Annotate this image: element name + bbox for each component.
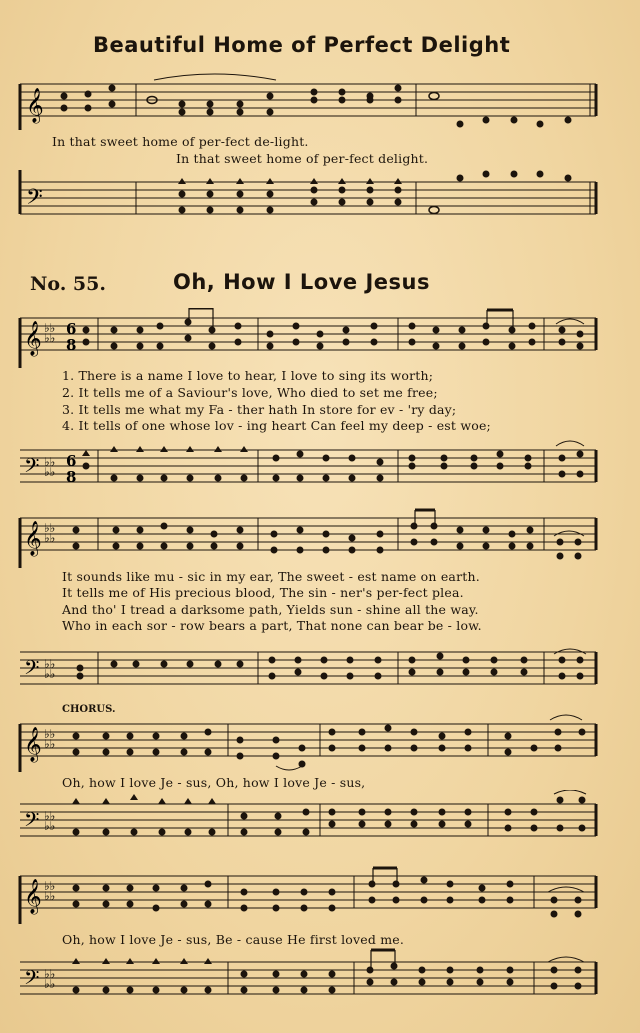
svg-text:8: 8 [66, 336, 77, 354]
top-hymn-title: Beautiful Home of Perfect Delight [93, 33, 511, 57]
svg-text:♭♭: ♭♭ [44, 331, 56, 345]
chorus-1-treble-staff [14, 712, 604, 772]
verse-1-line-2: It sounds like mu - sic in my ear, The sweet - est name on earth. [62, 569, 480, 584]
svg-text:𝄞: 𝄞 [26, 88, 44, 123]
svg-text:♭♭: ♭♭ [44, 321, 56, 335]
chorus-label: CHORUS. [62, 704, 116, 715]
svg-text:♭♭: ♭♭ [44, 879, 56, 893]
svg-text:♭♭: ♭♭ [44, 667, 56, 681]
svg-text:♭♭: ♭♭ [44, 521, 56, 535]
verse-4-line-1: 4. It tells of one whose lov - ing heart Can feel my deep - est woe; [62, 418, 491, 433]
svg-text:♭♭: ♭♭ [44, 531, 56, 545]
verse-3-line-2: And tho' I tread a darksome path, Yields sun - shine all the way. [62, 602, 479, 617]
svg-text:𝄢: 𝄢 [24, 808, 40, 836]
svg-text:𝄢: 𝄢 [26, 185, 43, 215]
svg-text:𝄞: 𝄞 [24, 521, 42, 556]
verse-2-line-1: 2. It tells me of a Saviour's love, Who died to set me free; [62, 385, 438, 400]
svg-text:♭♭: ♭♭ [44, 889, 56, 903]
svg-text:𝄢: 𝄢 [24, 454, 40, 482]
svg-text:8: 8 [66, 468, 77, 486]
svg-text:♭♭: ♭♭ [44, 455, 56, 469]
chorus-2-treble-staff [14, 864, 604, 924]
system-1-treble-staff [14, 308, 604, 368]
top-lyric-line-1: In that sweet home of per-fect de-light. [52, 134, 309, 149]
svg-text:♭♭: ♭♭ [44, 819, 56, 833]
hymn-title: Oh, How I Love Jesus [173, 270, 430, 294]
verse-1-line-1: 1. There is a name I love to hear, I love to sing its worth; [62, 368, 434, 383]
svg-text:𝄢: 𝄢 [24, 966, 40, 994]
svg-text:6: 6 [66, 452, 77, 470]
svg-text:𝄞: 𝄞 [24, 321, 42, 356]
top-bass-staff [14, 170, 604, 230]
chorus-1-bass-staff [14, 790, 604, 850]
hymn-number: No. 55. [30, 273, 106, 295]
verse-3-line-1: 3. It tells me what my Fa - ther hath In store for ev - 'ry day; [62, 402, 457, 417]
chorus-line-2: Oh, how I love Je - sus, Be - cause He first loved me. [62, 932, 405, 947]
system-2-treble-staff [14, 508, 604, 568]
chorus-2-bass-staff [14, 948, 604, 1008]
svg-text:♭♭: ♭♭ [44, 727, 56, 741]
svg-text:♭♭: ♭♭ [44, 465, 56, 479]
top-treble-staff [14, 70, 604, 130]
svg-text:𝄞: 𝄞 [24, 727, 42, 762]
svg-text:♭♭: ♭♭ [44, 809, 56, 823]
svg-text:6: 6 [66, 320, 77, 338]
system-2-bass-staff [14, 638, 604, 698]
svg-text:𝄢: 𝄢 [24, 656, 40, 684]
chorus-line-1: Oh, how I love Je - sus, Oh, how I love Je - sus, [62, 775, 366, 790]
svg-text:𝄞: 𝄞 [24, 879, 42, 914]
top-lyric-line-2: In that sweet home of per-fect delight. [176, 151, 429, 166]
svg-text:♭♭: ♭♭ [44, 967, 56, 981]
verse-2-line-2: It tells me of His precious blood, The sin - ner's per-fect plea. [62, 585, 464, 600]
svg-text:♭♭: ♭♭ [44, 737, 56, 751]
svg-text:♭♭: ♭♭ [44, 977, 56, 991]
svg-text:♭♭: ♭♭ [44, 657, 56, 671]
system-1-bass-staff [14, 436, 604, 496]
verse-4-line-2: Who in each sor - row bears a part, That none can bear be - low. [62, 618, 482, 633]
